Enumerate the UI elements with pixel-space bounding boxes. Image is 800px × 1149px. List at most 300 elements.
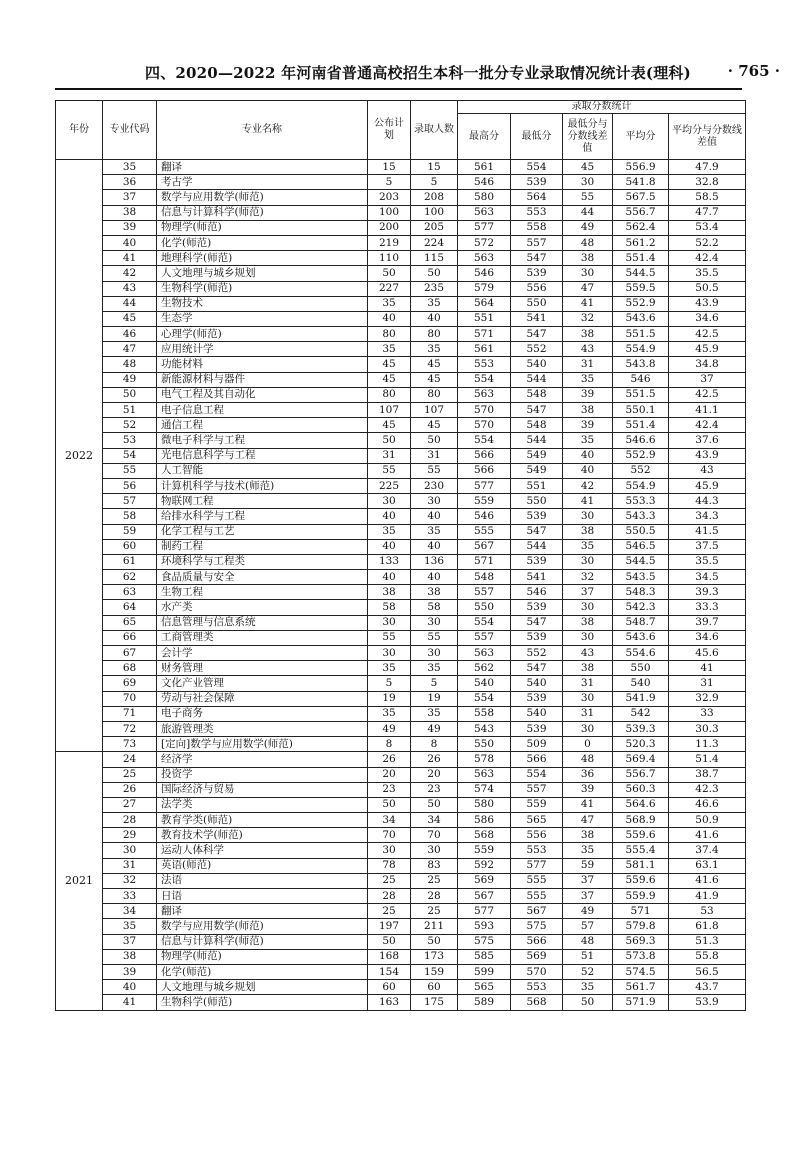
cell-max: 543 <box>458 721 511 736</box>
cell-min-diff: 37 <box>563 889 613 904</box>
cell-max: 558 <box>458 706 511 721</box>
cell-adm: 107 <box>411 403 458 418</box>
header-score-group: 录取分数统计 <box>458 101 746 114</box>
cell-min: 559 <box>511 797 563 812</box>
table-row <box>56 919 746 934</box>
cell-code: 58 <box>103 509 157 524</box>
cell-max: 585 <box>458 949 511 964</box>
cell-min-diff: 43 <box>563 646 613 661</box>
cell-avg-diff: 45.9 <box>669 478 746 493</box>
table-row <box>56 706 746 721</box>
cell-max: 554 <box>458 691 511 706</box>
cell-min-diff: 30 <box>563 630 613 645</box>
cell-adm: 50 <box>411 797 458 812</box>
cell-min-diff: 39 <box>563 418 613 433</box>
table-row <box>56 524 746 539</box>
cell-avg: 548.7 <box>613 615 669 630</box>
cell-avg: 551.5 <box>613 387 669 402</box>
page-title: 四、2020—2022 年河南省普通高校招生本科一批分专业录取情况统计表(理科) <box>145 64 691 82</box>
cell-min-diff: 35 <box>563 433 613 448</box>
cell-adm: 60 <box>411 980 458 995</box>
cell-code: 38 <box>103 205 157 220</box>
header-max: 最高分 <box>458 114 511 160</box>
cell-avg: 554.6 <box>613 646 669 661</box>
cell-avg-diff: 42.4 <box>669 418 746 433</box>
cell-min: 556 <box>511 828 563 843</box>
cell-min: 547 <box>511 524 563 539</box>
cell-max: 561 <box>458 160 511 175</box>
cell-name: 投资学 <box>157 767 368 782</box>
cell-avg: 559.6 <box>613 828 669 843</box>
table-row <box>56 615 746 630</box>
cell-avg-diff: 37.4 <box>669 843 746 858</box>
cell-code: 36 <box>103 175 157 190</box>
cell-avg: 543.3 <box>613 509 669 524</box>
cell-avg-diff: 41.6 <box>669 873 746 888</box>
cell-name: 物联网工程 <box>157 494 368 509</box>
cell-name: 运动人体科学 <box>157 843 368 858</box>
cell-min-diff: 30 <box>563 175 613 190</box>
cell-min-diff: 30 <box>563 509 613 524</box>
cell-avg: 543.6 <box>613 311 669 326</box>
cell-avg-diff: 34.6 <box>669 311 746 326</box>
cell-adm: 50 <box>411 934 458 949</box>
cell-name: 信息管理与信息系统 <box>157 615 368 630</box>
cell-adm: 70 <box>411 828 458 843</box>
cell-code: 57 <box>103 494 157 509</box>
cell-max: 559 <box>458 494 511 509</box>
cell-avg: 546.6 <box>613 433 669 448</box>
cell-avg: 551.4 <box>613 251 669 266</box>
cell-plan: 70 <box>368 828 411 843</box>
cell-min: 555 <box>511 889 563 904</box>
cell-avg: 560.3 <box>613 782 669 797</box>
cell-adm: 34 <box>411 813 458 828</box>
cell-code: 47 <box>103 342 157 357</box>
cell-plan: 15 <box>368 160 411 175</box>
cell-max: 565 <box>458 980 511 995</box>
cell-adm: 30 <box>411 615 458 630</box>
cell-adm: 30 <box>411 646 458 661</box>
cell-adm: 30 <box>411 494 458 509</box>
cell-code: 25 <box>103 767 157 782</box>
cell-adm: 50 <box>411 266 458 281</box>
cell-name: 电子商务 <box>157 706 368 721</box>
cell-plan: 20 <box>368 767 411 782</box>
cell-plan: 110 <box>368 251 411 266</box>
cell-name: 数学与应用数学(师范) <box>157 919 368 934</box>
cell-avg-diff: 37.5 <box>669 539 746 554</box>
cell-min: 556 <box>511 281 563 296</box>
cell-adm: 159 <box>411 964 458 979</box>
cell-plan: 23 <box>368 782 411 797</box>
cell-max: 575 <box>458 934 511 949</box>
cell-plan: 26 <box>368 752 411 767</box>
cell-plan: 163 <box>368 995 411 1010</box>
cell-avg: 559.5 <box>613 281 669 296</box>
cell-adm: 35 <box>411 661 458 676</box>
cell-avg: 552.9 <box>613 296 669 311</box>
cell-max: 586 <box>458 813 511 828</box>
cell-adm: 205 <box>411 220 458 235</box>
cell-max: 577 <box>458 220 511 235</box>
cell-adm: 40 <box>411 509 458 524</box>
cell-plan: 35 <box>368 524 411 539</box>
cell-code: 65 <box>103 615 157 630</box>
header-admitted: 录取人数 <box>411 101 458 160</box>
table-row <box>56 661 746 676</box>
cell-plan: 5 <box>368 676 411 691</box>
cell-min: 552 <box>511 342 563 357</box>
cell-plan: 80 <box>368 327 411 342</box>
cell-code: 49 <box>103 372 157 387</box>
cell-plan: 45 <box>368 372 411 387</box>
cell-avg-diff: 47.7 <box>669 205 746 220</box>
cell-avg-diff: 30.3 <box>669 721 746 736</box>
cell-name: 生物科学(师范) <box>157 281 368 296</box>
cell-min-diff: 47 <box>563 281 613 296</box>
cell-avg: 544.5 <box>613 266 669 281</box>
table-row <box>56 600 746 615</box>
cell-adm: 31 <box>411 448 458 463</box>
cell-avg: 556.7 <box>613 205 669 220</box>
cell-name: 法学类 <box>157 797 368 812</box>
table-row <box>56 585 746 600</box>
table-row <box>56 266 746 281</box>
cell-avg-diff: 41.1 <box>669 403 746 418</box>
cell-avg: 542.3 <box>613 600 669 615</box>
cell-min-diff: 52 <box>563 964 613 979</box>
cell-avg-diff: 51.3 <box>669 934 746 949</box>
cell-avg: 554.9 <box>613 342 669 357</box>
header-code: 专业代码 <box>103 101 157 160</box>
cell-adm: 15 <box>411 160 458 175</box>
cell-plan: 49 <box>368 721 411 736</box>
cell-code: 50 <box>103 387 157 402</box>
cell-avg-diff: 34.3 <box>669 509 746 524</box>
cell-min: 540 <box>511 706 563 721</box>
table-row <box>56 767 746 782</box>
cell-max: 557 <box>458 585 511 600</box>
cell-avg: 559.9 <box>613 889 669 904</box>
cell-avg-diff: 52.2 <box>669 235 746 250</box>
cell-adm: 28 <box>411 889 458 904</box>
cell-min-diff: 48 <box>563 934 613 949</box>
cell-avg-diff: 58.5 <box>669 190 746 205</box>
cell-adm: 20 <box>411 767 458 782</box>
cell-avg: 544.5 <box>613 554 669 569</box>
cell-min: 553 <box>511 205 563 220</box>
cell-avg: 551.4 <box>613 418 669 433</box>
cell-name: 生态学 <box>157 311 368 326</box>
cell-avg: 556.7 <box>613 767 669 782</box>
cell-adm: 45 <box>411 418 458 433</box>
cell-name: 英语(师范) <box>157 858 368 873</box>
cell-avg-diff: 32.8 <box>669 175 746 190</box>
cell-plan: 35 <box>368 296 411 311</box>
cell-min: 557 <box>511 782 563 797</box>
cell-max: 555 <box>458 524 511 539</box>
cell-min: 566 <box>511 934 563 949</box>
cell-max: 577 <box>458 904 511 919</box>
cell-avg: 552.9 <box>613 448 669 463</box>
cell-plan: 50 <box>368 797 411 812</box>
cell-min-diff: 35 <box>563 843 613 858</box>
cell-min: 547 <box>511 327 563 342</box>
table-row <box>56 813 746 828</box>
cell-name: 计算机科学与技术(师范) <box>157 478 368 493</box>
cell-name: 新能源材料与器件 <box>157 372 368 387</box>
cell-avg: 569.3 <box>613 934 669 949</box>
table-row <box>56 448 746 463</box>
table-row <box>56 205 746 220</box>
cell-plan: 40 <box>368 311 411 326</box>
cell-min-diff: 51 <box>563 949 613 964</box>
cell-code: 69 <box>103 676 157 691</box>
cell-name: 物理学(师范) <box>157 220 368 235</box>
cell-avg-diff: 41 <box>669 661 746 676</box>
cell-name: 化学(师范) <box>157 235 368 250</box>
cell-min: 554 <box>511 767 563 782</box>
cell-name: 通信工程 <box>157 418 368 433</box>
cell-code: 35 <box>103 919 157 934</box>
header-avg-diff: 平均分与分数线差值 <box>669 114 746 160</box>
table-row <box>56 797 746 812</box>
cell-avg-diff: 11.3 <box>669 737 746 752</box>
cell-max: 593 <box>458 919 511 934</box>
cell-min-diff: 35 <box>563 372 613 387</box>
cell-max: 568 <box>458 828 511 843</box>
table-row <box>56 372 746 387</box>
cell-min-diff: 44 <box>563 205 613 220</box>
cell-min-diff: 48 <box>563 752 613 767</box>
cell-min: 549 <box>511 463 563 478</box>
cell-code: 72 <box>103 721 157 736</box>
cell-name: 会计学 <box>157 646 368 661</box>
cell-plan: 154 <box>368 964 411 979</box>
cell-name: 信息与计算科学(师范) <box>157 205 368 220</box>
cell-min-diff: 39 <box>563 387 613 402</box>
cell-code: 41 <box>103 995 157 1010</box>
cell-adm: 26 <box>411 752 458 767</box>
cell-max: 572 <box>458 235 511 250</box>
cell-max: 566 <box>458 448 511 463</box>
cell-name: 水产类 <box>157 600 368 615</box>
cell-adm: 175 <box>411 995 458 1010</box>
cell-plan: 107 <box>368 403 411 418</box>
cell-name: 生物工程 <box>157 585 368 600</box>
table-row <box>56 463 746 478</box>
cell-min-diff: 48 <box>563 235 613 250</box>
cell-min: 553 <box>511 980 563 995</box>
cell-min-diff: 38 <box>563 327 613 342</box>
cell-plan: 168 <box>368 949 411 964</box>
cell-max: 554 <box>458 433 511 448</box>
cell-avg-diff: 47.9 <box>669 160 746 175</box>
cell-name: 光电信息科学与工程 <box>157 448 368 463</box>
cell-avg-diff: 45.6 <box>669 646 746 661</box>
cell-min: 547 <box>511 615 563 630</box>
cell-code: 27 <box>103 797 157 812</box>
cell-min: 549 <box>511 448 563 463</box>
table-row <box>56 980 746 995</box>
cell-adm: 100 <box>411 205 458 220</box>
cell-max: 567 <box>458 889 511 904</box>
cell-code: 59 <box>103 524 157 539</box>
cell-max: 551 <box>458 311 511 326</box>
cell-name: 食品质量与安全 <box>157 570 368 585</box>
table-row <box>56 737 746 752</box>
table-row <box>56 539 746 554</box>
cell-min-diff: 41 <box>563 296 613 311</box>
cell-code: 68 <box>103 661 157 676</box>
cell-min: 547 <box>511 403 563 418</box>
cell-adm: 25 <box>411 873 458 888</box>
table-row <box>56 494 746 509</box>
cell-adm: 25 <box>411 904 458 919</box>
cell-min: 565 <box>511 813 563 828</box>
cell-adm: 55 <box>411 630 458 645</box>
cell-avg-diff: 39.7 <box>669 615 746 630</box>
cell-min: 547 <box>511 251 563 266</box>
cell-min: 539 <box>511 630 563 645</box>
cell-avg: 571 <box>613 904 669 919</box>
cell-code: 39 <box>103 964 157 979</box>
cell-code: 51 <box>103 403 157 418</box>
cell-avg: 543.6 <box>613 630 669 645</box>
cell-min-diff: 38 <box>563 251 613 266</box>
cell-plan: 78 <box>368 858 411 873</box>
cell-min: 540 <box>511 676 563 691</box>
cell-max: 554 <box>458 372 511 387</box>
cell-min: 551 <box>511 478 563 493</box>
cell-avg-diff: 39.3 <box>669 585 746 600</box>
cell-plan: 60 <box>368 980 411 995</box>
cell-name: 工商管理类 <box>157 630 368 645</box>
cell-avg: 550 <box>613 661 669 676</box>
cell-name: 地理科学(师范) <box>157 251 368 266</box>
cell-avg-diff: 43.9 <box>669 448 746 463</box>
cell-min-diff: 41 <box>563 797 613 812</box>
table-row <box>56 934 746 949</box>
cell-name: 化学(师范) <box>157 964 368 979</box>
cell-name: 应用统计学 <box>157 342 368 357</box>
header-name: 专业名称 <box>157 101 368 160</box>
cell-max: 577 <box>458 478 511 493</box>
cell-min: 569 <box>511 949 563 964</box>
cell-min-diff: 57 <box>563 919 613 934</box>
cell-code: 56 <box>103 478 157 493</box>
header-year: 年份 <box>56 101 103 160</box>
cell-min: 539 <box>511 175 563 190</box>
cell-name: 旅游管理类 <box>157 721 368 736</box>
header-rule <box>55 88 742 90</box>
cell-plan: 34 <box>368 813 411 828</box>
table-row <box>56 828 746 843</box>
cell-min: 548 <box>511 387 563 402</box>
year-cell: 2022 <box>56 160 103 752</box>
table-row <box>56 554 746 569</box>
cell-code: 31 <box>103 858 157 873</box>
cell-avg: 559.6 <box>613 873 669 888</box>
cell-avg: 539.3 <box>613 721 669 736</box>
cell-max: 550 <box>458 600 511 615</box>
cell-avg: 573.8 <box>613 949 669 964</box>
cell-plan: 38 <box>368 585 411 600</box>
cell-min: 509 <box>511 737 563 752</box>
cell-max: 570 <box>458 418 511 433</box>
cell-plan: 50 <box>368 433 411 448</box>
cell-name: 心理学(师范) <box>157 327 368 342</box>
cell-plan: 55 <box>368 630 411 645</box>
cell-adm: 35 <box>411 296 458 311</box>
cell-avg-diff: 43 <box>669 463 746 478</box>
cell-name: 日语 <box>157 889 368 904</box>
cell-plan: 40 <box>368 539 411 554</box>
cell-avg: 546 <box>613 372 669 387</box>
table-row <box>56 281 746 296</box>
cell-adm: 35 <box>411 706 458 721</box>
cell-avg: 550.5 <box>613 524 669 539</box>
table-row <box>56 964 746 979</box>
cell-avg-diff: 43.7 <box>669 980 746 995</box>
cell-min-diff: 32 <box>563 570 613 585</box>
cell-code: 48 <box>103 357 157 372</box>
cell-name: 教育学类(师范) <box>157 813 368 828</box>
cell-min: 539 <box>511 721 563 736</box>
cell-name: 文化产业管理 <box>157 676 368 691</box>
cell-min: 558 <box>511 220 563 235</box>
cell-min-diff: 31 <box>563 676 613 691</box>
cell-adm: 38 <box>411 585 458 600</box>
cell-name: 电气工程及其自动化 <box>157 387 368 402</box>
cell-name: 国际经济与贸易 <box>157 782 368 797</box>
cell-min-diff: 49 <box>563 220 613 235</box>
cell-name: 人工智能 <box>157 463 368 478</box>
cell-plan: 25 <box>368 904 411 919</box>
cell-plan: 225 <box>368 478 411 493</box>
cell-min-diff: 55 <box>563 190 613 205</box>
table-row <box>56 160 746 175</box>
cell-min: 552 <box>511 646 563 661</box>
cell-min-diff: 50 <box>563 995 613 1010</box>
cell-avg-diff: 53.4 <box>669 220 746 235</box>
cell-avg-diff: 56.5 <box>669 964 746 979</box>
cell-max: 564 <box>458 296 511 311</box>
table-row <box>56 357 746 372</box>
cell-min: 555 <box>511 873 563 888</box>
cell-name: 生物技术 <box>157 296 368 311</box>
cell-adm: 40 <box>411 539 458 554</box>
cell-max: 561 <box>458 342 511 357</box>
table-row <box>56 251 746 266</box>
cell-plan: 35 <box>368 342 411 357</box>
cell-min-diff: 30 <box>563 600 613 615</box>
cell-code: 42 <box>103 266 157 281</box>
cell-plan: 40 <box>368 509 411 524</box>
cell-adm: 40 <box>411 570 458 585</box>
cell-adm: 45 <box>411 372 458 387</box>
cell-min-diff: 38 <box>563 661 613 676</box>
cell-code: 54 <box>103 448 157 463</box>
cell-avg: 543.5 <box>613 570 669 585</box>
cell-max: 599 <box>458 964 511 979</box>
cell-avg-diff: 33 <box>669 706 746 721</box>
table-row <box>56 190 746 205</box>
table-row <box>56 782 746 797</box>
cell-avg: 556.9 <box>613 160 669 175</box>
cell-code: 46 <box>103 327 157 342</box>
